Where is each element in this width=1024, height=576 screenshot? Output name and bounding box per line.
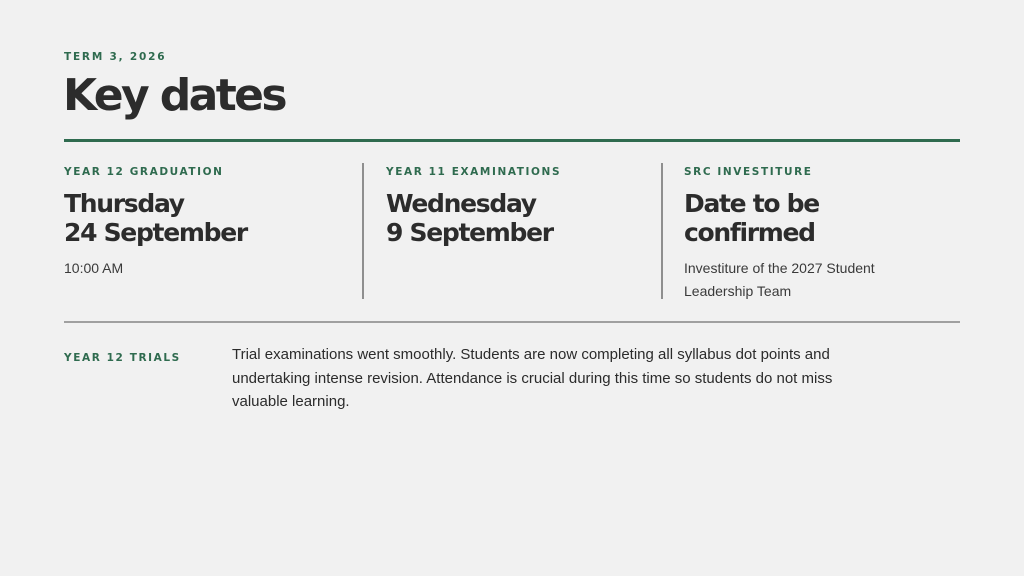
event-label: YEAR 12 GRADUATION <box>64 166 224 178</box>
event-src-investiture <box>684 164 944 303</box>
event-time: 10:00 AM <box>64 260 124 276</box>
event-date <box>386 189 646 247</box>
title-divider <box>64 139 960 142</box>
event-date <box>684 189 944 247</box>
term-label: TERM 3, 2026 <box>64 51 167 63</box>
event-year11-examinations <box>386 164 646 247</box>
trials-description: Trial examinations went smoothly. Students are now completing all syllabus dot points and undertaking intense revision. Attendance is crucial during this time so students do not miss valuable learning. <box>232 346 833 410</box>
column-divider <box>362 163 364 299</box>
event-date-line2: 24 September <box>64 218 247 247</box>
page-title: Key dates <box>63 70 286 121</box>
event-label: YEAR 11 EXAMINATIONS <box>386 166 562 178</box>
event-year12-graduation <box>64 164 344 280</box>
section-divider <box>64 321 960 323</box>
event-date-line1: Thursday <box>64 189 184 218</box>
event-description <box>684 257 944 303</box>
trials-label: YEAR 12 TRIALS <box>64 352 181 364</box>
event-date <box>64 189 344 247</box>
event-date-line1: Wednesday <box>386 189 536 218</box>
event-date-line2: 9 September <box>386 218 553 247</box>
event-date-line2: confirmed <box>684 218 815 247</box>
event-description-line1: Investiture of the 2027 Student <box>684 260 875 276</box>
column-divider <box>661 163 663 299</box>
event-description-line2: Leadership Team <box>684 283 792 299</box>
event-label: SRC INVESTITURE <box>684 166 813 178</box>
event-date-line1: Date to be <box>684 189 819 218</box>
